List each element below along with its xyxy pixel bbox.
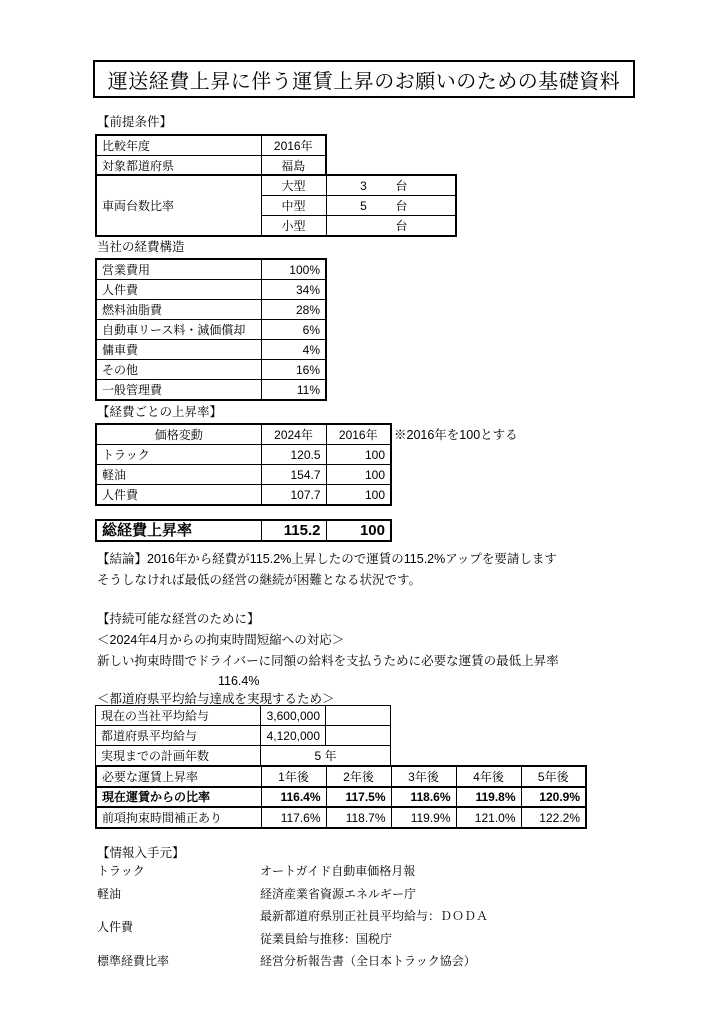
cost-structure-table [95, 258, 327, 401]
fleet-count-large [326, 175, 456, 196]
year-3-header: 3年後 [391, 766, 456, 787]
col-2024-header: 2024年 [261, 424, 326, 445]
fleet-count-large-value: 3 [360, 178, 367, 193]
year-4-header: 4年後 [456, 766, 521, 787]
col-2016-header: 2016年 [326, 424, 391, 445]
adjusted-ratio-y1: 117.6% [261, 807, 326, 828]
source-truck-value: オートガイド自動車価格月報 [260, 864, 416, 878]
preconditions-table-top [95, 134, 327, 177]
current-salary-label: 現在の当社平均給与 [96, 706, 261, 726]
fleet-count-medium [326, 196, 456, 216]
empty-cell [326, 726, 391, 746]
cost-row-value: 100% [261, 259, 326, 280]
comparison-year-label: 比較年度 [96, 135, 261, 156]
plan-years-value: 5 年 [261, 746, 391, 766]
source-std-value: 経営分析報告書（全日本トラック協会） [260, 954, 476, 968]
minimum-rate-value: 116.4% [218, 674, 260, 688]
total-increase-table [95, 519, 392, 542]
total-increase-label: 総経費上昇率 [96, 520, 261, 541]
current-ratio-y2: 117.5% [326, 787, 391, 807]
cost-row-value: 28% [261, 300, 326, 320]
total-increase-2016: 100 [326, 520, 391, 541]
expense-row-2024: 107.7 [261, 485, 326, 506]
fleet-size-medium: 中型 [261, 196, 326, 216]
expense-row-2024: 120.5 [261, 445, 326, 465]
fleet-table [95, 174, 457, 237]
salary-table [95, 705, 391, 766]
preconditions-heading: 【前提条件】 [97, 115, 173, 129]
expense-row-2024: 154.7 [261, 465, 326, 485]
pref-salary-label: 都道府県平均給与 [96, 726, 261, 746]
current-ratio-y4: 119.8% [456, 787, 521, 807]
expense-row-2016: 100 [326, 465, 391, 485]
page-title: 運送経費上昇に伴う運賃上昇のお願いのための基礎資料 [93, 60, 635, 98]
current-ratio-y5: 120.9% [521, 787, 586, 807]
year-5-header: 5年後 [521, 766, 586, 787]
cost-row-value: 6% [261, 320, 326, 340]
cost-row-label: 営業費用 [96, 259, 261, 280]
required-increase-table [95, 765, 587, 829]
sources-heading: 【情報入手元】 [97, 846, 185, 860]
cost-row-label: 傭車費 [96, 340, 261, 360]
required-increase-header-label: 必要な運賃上昇率 [96, 766, 261, 787]
prefecture-label: 対象都道府県 [96, 156, 261, 177]
sustainable-sub1: ＜2024年4月からの拘束時間短縮への対応＞ [97, 633, 345, 647]
adjusted-ratio-y3: 119.9% [391, 807, 456, 828]
adjusted-ratio-y2: 118.7% [326, 807, 391, 828]
prefecture-value: 福島 [261, 156, 326, 177]
source-truck-label: トラック [97, 864, 145, 878]
fleet-size-large: 大型 [261, 175, 326, 196]
year-2-header: 2年後 [326, 766, 391, 787]
price-change-header: 価格変動 [96, 424, 261, 445]
fleet-count-small [326, 216, 456, 237]
fleet-unit-small: 台 [395, 218, 408, 233]
conclusion-line-1: 【結論】2016年から経費が115.2%上昇したので運賃の115.2%アップを要請します [97, 552, 557, 566]
cost-row-value: 11% [261, 380, 326, 401]
adjusted-ratio-y5: 122.2% [521, 807, 586, 828]
cost-row-label: 人件費 [96, 280, 261, 300]
adjusted-ratio-y4: 121.0% [456, 807, 521, 828]
source-labor-label: 人件費 [97, 920, 134, 934]
sustainable-heading: 【持続可能な経営のために】 [97, 612, 260, 626]
increase-by-expense-table [95, 423, 392, 506]
cost-structure-heading: 当社の経費構造 [97, 240, 185, 254]
expense-row-2016: 100 [326, 445, 391, 465]
source-labor-value-1: 最新都道府県別正社員平均給与：ＤＯＤＡ [260, 909, 489, 923]
current-ratio-y3: 118.6% [391, 787, 456, 807]
adjusted-ratio-label: 前項拘束時間補正あり [96, 807, 261, 828]
conclusion-line-2: そうしなければ最低の経営の継続が困難となる状況です。 [97, 573, 422, 587]
sustainable-text1: 新しい拘束時間でドライバーに同額の給料を支払うために必要な運賃の最低上昇率 [97, 654, 559, 668]
current-ratio-label: 現在運賃からの比率 [96, 787, 261, 807]
plan-years-label: 実現までの計画年数 [96, 746, 261, 766]
empty-cell [326, 706, 391, 726]
current-ratio-y1: 116.4% [261, 787, 326, 807]
total-increase-2024: 115.2 [261, 520, 326, 541]
cost-row-label: 燃料油脂費 [96, 300, 261, 320]
expense-row-label: 人件費 [96, 485, 261, 506]
current-salary-value: 3,600,000 [261, 706, 326, 726]
fleet-count-medium-value: 5 [360, 198, 367, 213]
cost-row-label: その他 [96, 360, 261, 380]
index-base-note: ※2016年を100とする [394, 428, 518, 442]
cost-row-value: 34% [261, 280, 326, 300]
fleet-unit-large: 台 [395, 178, 408, 193]
expense-row-label: 軽油 [96, 465, 261, 485]
pref-salary-value: 4,120,000 [261, 726, 326, 746]
expense-row-2016: 100 [326, 485, 391, 506]
fleet-size-small: 小型 [261, 216, 326, 237]
fleet-unit-medium: 台 [395, 198, 408, 213]
cost-row-value: 4% [261, 340, 326, 360]
conclusion-text [97, 549, 557, 591]
fleet-label: 車両台数比率 [96, 175, 261, 236]
cost-row-value: 16% [261, 360, 326, 380]
sustainable-sub2: ＜都道府県平均給与達成を実現するため＞ [97, 692, 335, 706]
year-1-header: 1年後 [261, 766, 326, 787]
source-std-label: 標準経費比率 [97, 954, 170, 968]
comparison-year-value: 2016年 [261, 135, 326, 156]
cost-row-label: 自動車リース料・減価償却 [96, 320, 261, 340]
source-labor-value-2: 従業員給与推移：国税庁 [260, 932, 393, 946]
source-diesel-value: 経済産業省資源エネルギー庁 [260, 887, 417, 901]
cost-row-label: 一般管理費 [96, 380, 261, 401]
increase-by-expense-heading: 【経費ごとの上昇率】 [97, 405, 223, 419]
expense-row-label: トラック [96, 445, 261, 465]
source-diesel-label: 軽油 [97, 887, 122, 901]
